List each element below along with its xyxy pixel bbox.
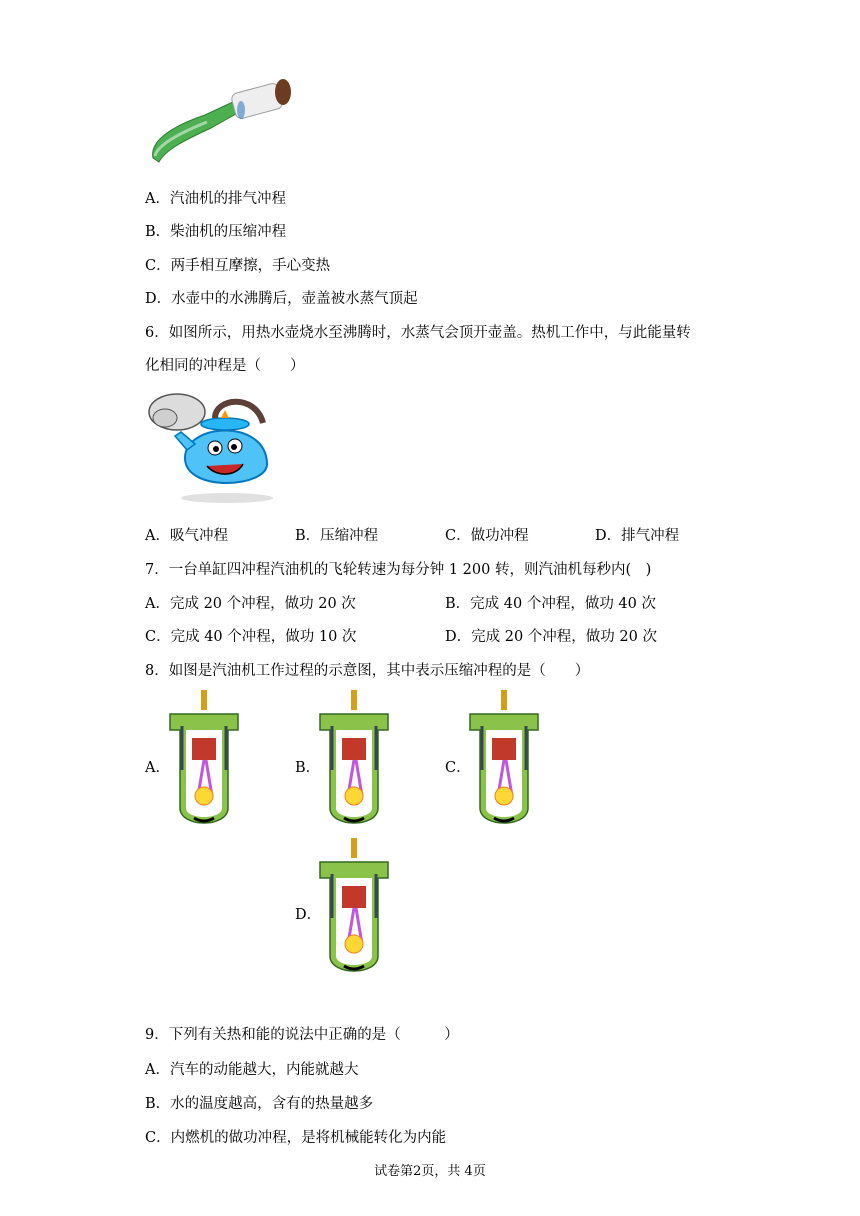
q7-option-c: C．完成 40 个冲程，做功 10 次	[145, 629, 357, 645]
engine-diagram-b	[318, 690, 398, 835]
q9-stem: 9．下列有关热和能的说法中正确的是（ ）	[145, 1027, 459, 1043]
q6-stem-line2: 化相同的冲程是（ ）	[145, 358, 305, 374]
q5-option-d: D．水壶中的水沸腾后，壶盖被水蒸气顶起	[145, 291, 418, 307]
q6-option-a: A．吸气冲程	[145, 528, 228, 544]
q6-option-d: D．排气冲程	[595, 528, 680, 544]
q6-option-b: B．压缩冲程	[295, 528, 379, 544]
q9-option-c: C．内燃机的做功冲程，是将机械能转化为内能	[145, 1130, 447, 1146]
q7-option-b: B．完成 40 个冲程，做功 40 次	[445, 596, 656, 612]
q6-stem-line1: 6．如图所示，用热水壶烧水至沸腾时，水蒸气会顶开壶盖。热机工作中，与此能量转	[145, 325, 691, 341]
q7-option-d: D．完成 20 个冲程，做功 20 次	[445, 629, 657, 645]
engine-diagram-a	[168, 690, 248, 835]
page-footer: 试卷第2页，共 4页	[374, 1164, 486, 1179]
test-tube-image	[145, 70, 295, 170]
q8-stem: 8．如图是汽油机工作过程的示意图，其中表示压缩冲程的是（ ）	[145, 663, 590, 679]
q5-option-a: A．汽油机的排气冲程	[145, 191, 286, 207]
q9-option-b: B．水的温度越高，含有的热量越多	[145, 1096, 374, 1112]
q9-option-a: A．汽车的动能越大，内能就越大	[145, 1062, 359, 1078]
q5-option-b: B．柴油机的压缩冲程	[145, 224, 287, 240]
q7-stem: 7．一台单缸四冲程汽油机的飞轮转速为每分钟 1 200 转，则汽油机每秒内( )	[145, 562, 652, 578]
q8-option-b: B．	[295, 760, 321, 776]
engine-diagram-d	[318, 838, 398, 983]
q6-option-c: C．做功冲程	[445, 528, 529, 544]
q8-option-a: A．	[145, 760, 170, 776]
q8-option-c: C．	[445, 760, 471, 776]
q8-option-d: D．	[295, 907, 322, 923]
kettle-image	[145, 388, 275, 506]
q5-option-c: C．两手相互摩擦，手心变热	[145, 258, 331, 274]
q7-option-a: A．完成 20 个冲程，做功 20 次	[145, 596, 356, 612]
engine-diagram-c	[468, 690, 548, 835]
